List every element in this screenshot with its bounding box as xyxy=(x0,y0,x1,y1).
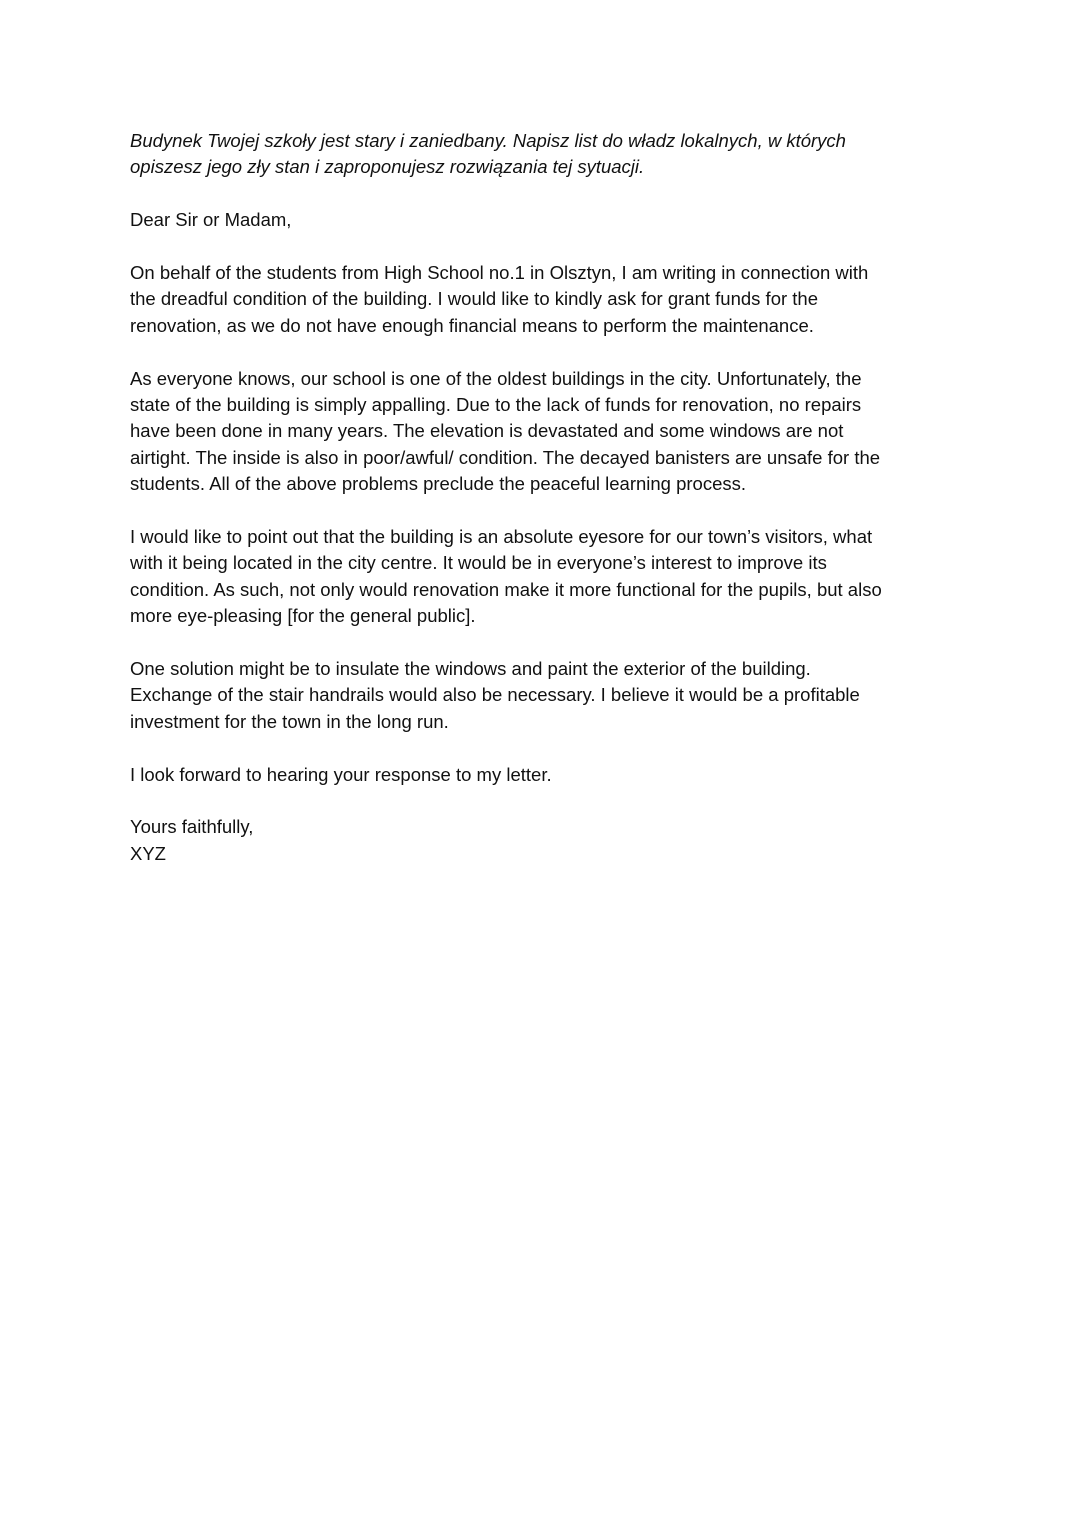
paragraph-line: I would like to point out that the building is an absolute eyesore for our town’s visitors, what xyxy=(130,526,873,548)
paragraph-line: condition. As such, not only would renovation make it more functional for the pupils, but also xyxy=(130,578,882,600)
paragraph-line: One solution might be to insulate the windows and paint the exterior of the building. xyxy=(130,658,811,680)
paragraph-line: Exchange of the stair handrails would also be necessary. I believe it would be a profitable xyxy=(130,684,860,706)
prompt-line: opiszesz jego zły stan i zaproponujesz rozwiązania tej sytuacji. xyxy=(130,156,645,178)
paragraph-line: investment for the town in the long run. xyxy=(130,710,449,732)
paragraph-line: airtight. The inside is also in poor/awful/ condition. The decayed banisters are unsafe for the xyxy=(130,446,881,468)
prompt-line: Budynek Twojej szkoły jest stary i zaniedbany. Napisz list do władz lokalnych, w których xyxy=(130,130,846,151)
closing-line: Yours faithfully, xyxy=(130,816,254,838)
greeting xyxy=(130,207,950,233)
paragraph-5 xyxy=(130,762,950,788)
paragraph-4 xyxy=(130,656,950,735)
paragraph-line: students. All of the above problems preclude the peaceful learning process. xyxy=(130,473,747,495)
sign-off xyxy=(130,814,950,867)
paragraph-line: more eye-pleasing [for the general public]. xyxy=(130,605,476,627)
paragraph-line: with it being located in the city centre. It would be in everyone’s interest to improve its xyxy=(130,552,827,574)
signature: XYZ xyxy=(130,842,166,864)
paragraph-line: the dreadful condition of the building. I would like to kindly ask for grant funds for the xyxy=(130,288,818,310)
paragraph-line: state of the building is simply appalling. Due to the lack of funds for renovation, no repairs xyxy=(130,394,862,416)
paragraph-2 xyxy=(130,366,950,498)
paragraph-line: renovation, as we do not have enough financial means to perform the maintenance. xyxy=(130,314,814,336)
paragraph-line: As everyone knows, our school is one of the oldest buildings in the city. Unfortunately, the xyxy=(130,367,862,389)
paragraph-1 xyxy=(130,260,950,339)
paragraph-line: On behalf of the students from High School no.1 in Olsztyn, I am writing in connection with xyxy=(130,262,869,283)
paragraph-line: I look forward to hearing your response to my letter. xyxy=(130,763,552,785)
task-prompt xyxy=(130,128,950,181)
letter-body xyxy=(130,128,950,894)
paragraph-3 xyxy=(130,524,950,630)
paragraph-line: have been done in many years. The elevation is devastated and some windows are not xyxy=(130,420,844,442)
greeting-line: Dear Sir or Madam, xyxy=(130,209,292,231)
